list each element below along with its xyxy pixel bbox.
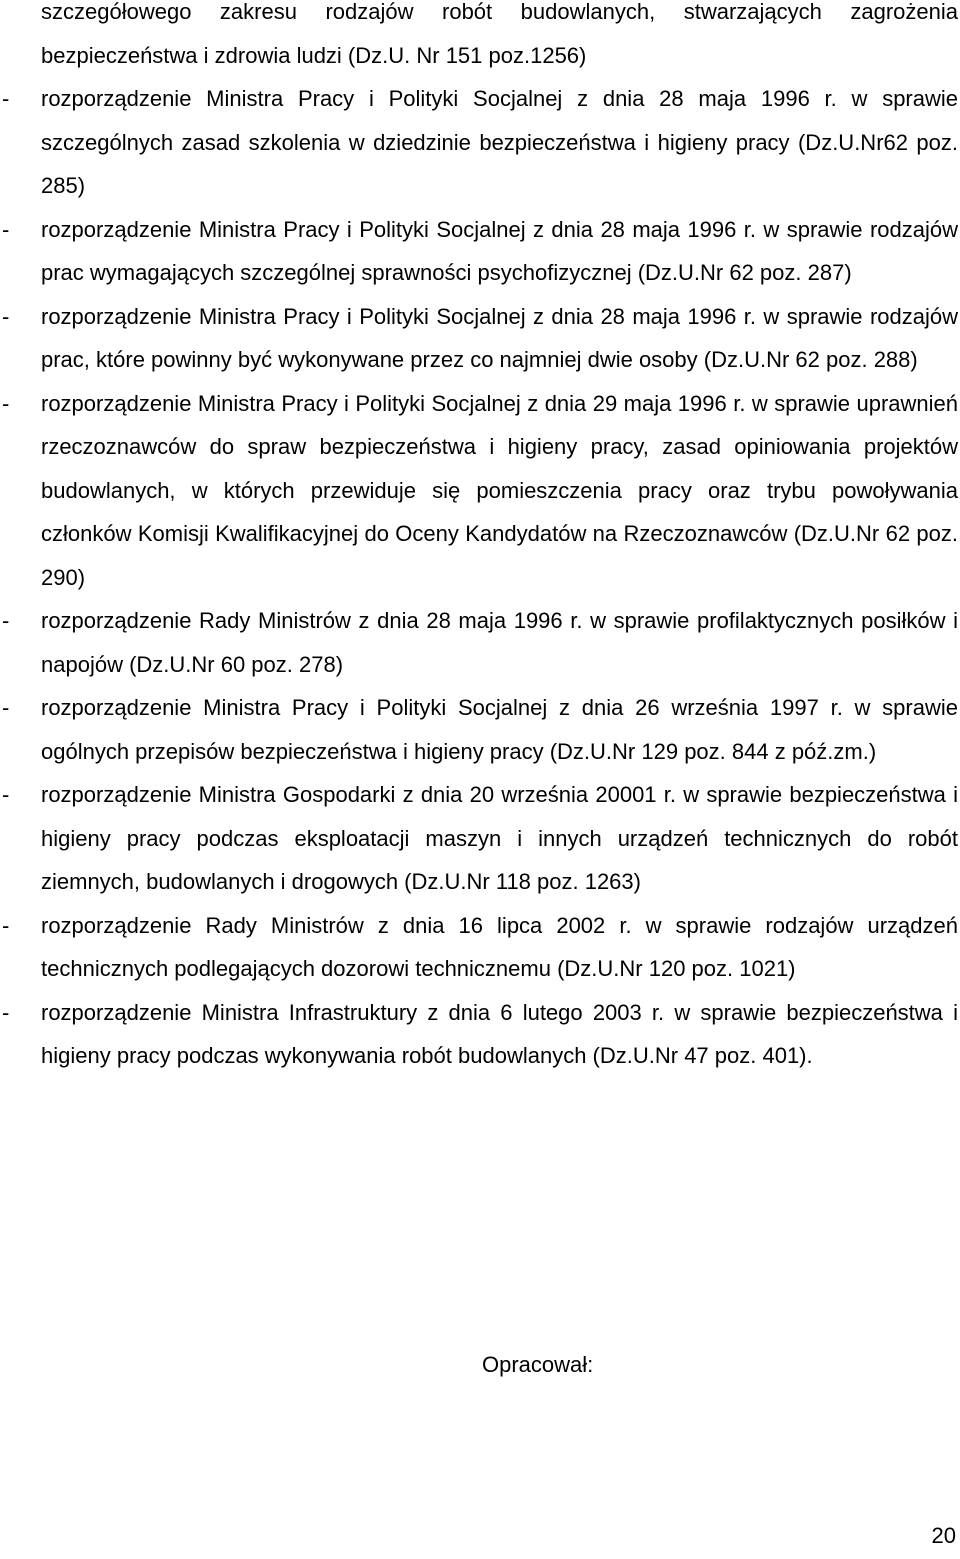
regulation-item bbox=[0, 686, 960, 773]
regulation-text: rozporządzenie Ministra Gospodarki z dnia 20 września 20001 r. w sprawie bezpieczeństwa i higieny pracy podczas eksploatacji maszyn i innych urządzeń technicznych do robót ziemnych, budowlanych i drogowych (Dz.U.Nr 118 poz. 1263) bbox=[41, 782, 958, 894]
regulation-item bbox=[0, 773, 960, 904]
list-dash: - bbox=[2, 86, 10, 111]
list-dash: - bbox=[2, 390, 10, 416]
regulation-text: rozporządzenie Rady Ministrów z dnia 16 lipca 2002 r. w sprawie rodzajów urządzeń technicznych podlegających dozorowi technicznemu (Dz.U.Nr 120 poz. 1021) bbox=[41, 912, 958, 981]
regulation-text: rozporządzenie Ministra Pracy i Polityki Socjalnej z dnia 28 maja 1996 r. w sprawie rodzajów prac, które powinny być wykonywane przez co najmniej dwie osoby (Dz.U.Nr 62 poz. 288) bbox=[41, 303, 958, 372]
page-number: 20 bbox=[931, 1523, 956, 1548]
regulation-item bbox=[0, 77, 960, 208]
list-dash: - bbox=[2, 999, 10, 1025]
regulation-text: rozporządzenie Ministra Pracy i Polityki Socjalnej z dnia 26 września 1997 r. w sprawie ogólnych przepisów bezpieczeństwa i higieny pracy (Dz.U.Nr 129 poz. 844 z póź.zm.) bbox=[41, 695, 958, 764]
regulation-text: rozporządzenie Rady Ministrów z dnia 28 maja 1996 r. w sprawie profilaktycznych posiłków i napojów (Dz.U.Nr 60 poz. 278) bbox=[41, 608, 958, 677]
regulation-item bbox=[0, 991, 960, 1078]
regulation-item bbox=[0, 382, 960, 600]
regulation-text: rozporządzenie Ministra Infrastruktury z dnia 6 lutego 2003 r. w sprawie bezpieczeństwa i higieny pracy podczas wykonywania robót budowlanych (Dz.U.Nr 47 poz. 401). bbox=[41, 999, 958, 1068]
regulation-item bbox=[0, 599, 960, 686]
list-dash: - bbox=[2, 912, 10, 938]
list-dash: - bbox=[2, 303, 10, 329]
list-dash: - bbox=[2, 216, 10, 242]
list-dash: - bbox=[2, 695, 10, 720]
list-dash: - bbox=[2, 608, 10, 633]
regulation-list bbox=[0, 77, 960, 1078]
regulation-text: rozporządzenie Ministra Pracy i Polityki Socjalnej z dnia 28 maja 1996 r. w sprawie szczególnych zasad szkolenia w dziedzinie bezpieczeństwa i higieny pracy (Dz.U.Nr62 poz. 285) bbox=[41, 86, 958, 198]
regulation-item bbox=[0, 208, 960, 295]
signature-label: Opracował: bbox=[482, 1352, 594, 1377]
continued-paragraph: szczegółowego zakresu rodzajów robót budowlanych, stwarzających zagrożenia bezpieczeństwa i zdrowia ludzi (Dz.U. Nr 151 poz.1256) bbox=[41, 0, 958, 68]
regulation-item bbox=[0, 904, 960, 991]
list-dash: - bbox=[2, 782, 10, 807]
regulation-text: rozporządzenie Ministra Pracy i Polityki Socjalnej z dnia 28 maja 1996 r. w sprawie rodzajów prac wymagających szczególnej sprawności psychofizycznej (Dz.U.Nr 62 poz. 287) bbox=[41, 216, 958, 285]
regulation-text: rozporządzenie Ministra Pracy i Polityki Socjalnej z dnia 29 maja 1996 r. w sprawie uprawnień rzeczoznawców do spraw bezpieczeństwa i higieny pracy, zasad opiniowania projektów budowlanych, w których przewiduje się pomieszczenia pracy oraz trybu powoływania członków Komisji Kwalifikacyjnej do Oceny Kandydatów na Rzeczoznawców (Dz.U.Nr 62 poz. 290) bbox=[41, 390, 958, 590]
regulation-item bbox=[0, 295, 960, 382]
